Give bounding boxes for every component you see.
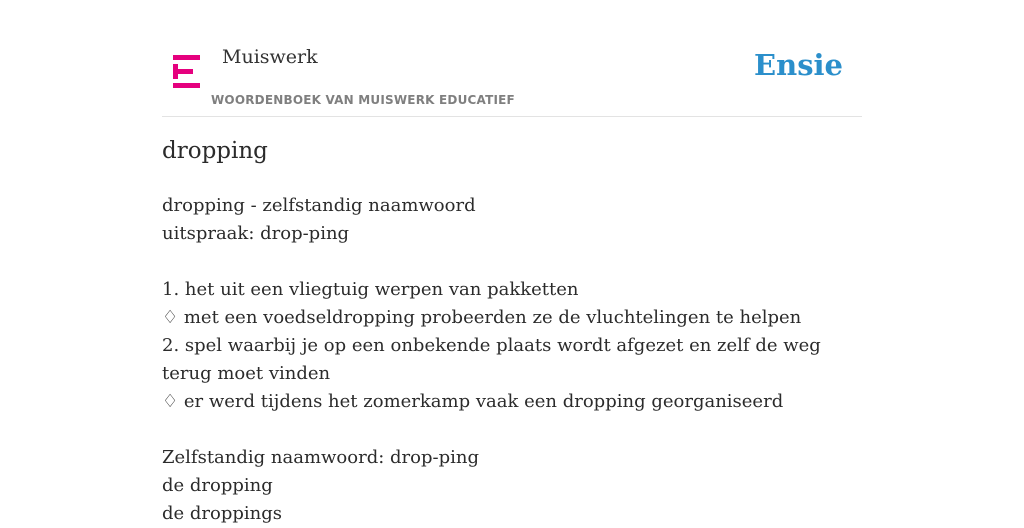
page-container — [162, 0, 862, 524]
definition-line: de dropping — [162, 475, 273, 496]
muiswerk-logo-icon[interactable] — [173, 55, 200, 88]
entry-title: dropping — [162, 138, 268, 164]
definition-line: 1. het uit een vliegtuig werpen van pakketten — [162, 279, 579, 300]
entry-definition — [162, 192, 862, 528]
definition-line: ♢ met een voedseldropping probeerden ze de vluchtelingen te helpen — [162, 307, 802, 328]
definition-line: de droppings — [162, 503, 283, 524]
definition-line: 2. spel waarbij je op een onbekende plaats wordt afgezet en zelf de weg terug moet vinden — [162, 335, 821, 384]
site-header — [162, 0, 862, 117]
definition-line: ♢ er werd tijdens het zomerkamp vaak een dropping georganiseerd — [162, 391, 784, 412]
definition-line: dropping - zelfstandig naamwoord — [162, 195, 476, 216]
definition-line — [162, 248, 862, 276]
definition-line: Zelfstandig naamwoord: drop-ping — [162, 447, 479, 468]
site-name[interactable]: Muiswerk — [222, 46, 318, 68]
ensie-brand-link[interactable]: Ensie — [754, 48, 843, 82]
definition-line — [162, 416, 862, 444]
site-subtitle: WOORDENBOEK VAN MUISWERK EDUCATIEF — [211, 93, 515, 107]
definition-line: uitspraak: drop-ping — [162, 223, 350, 244]
